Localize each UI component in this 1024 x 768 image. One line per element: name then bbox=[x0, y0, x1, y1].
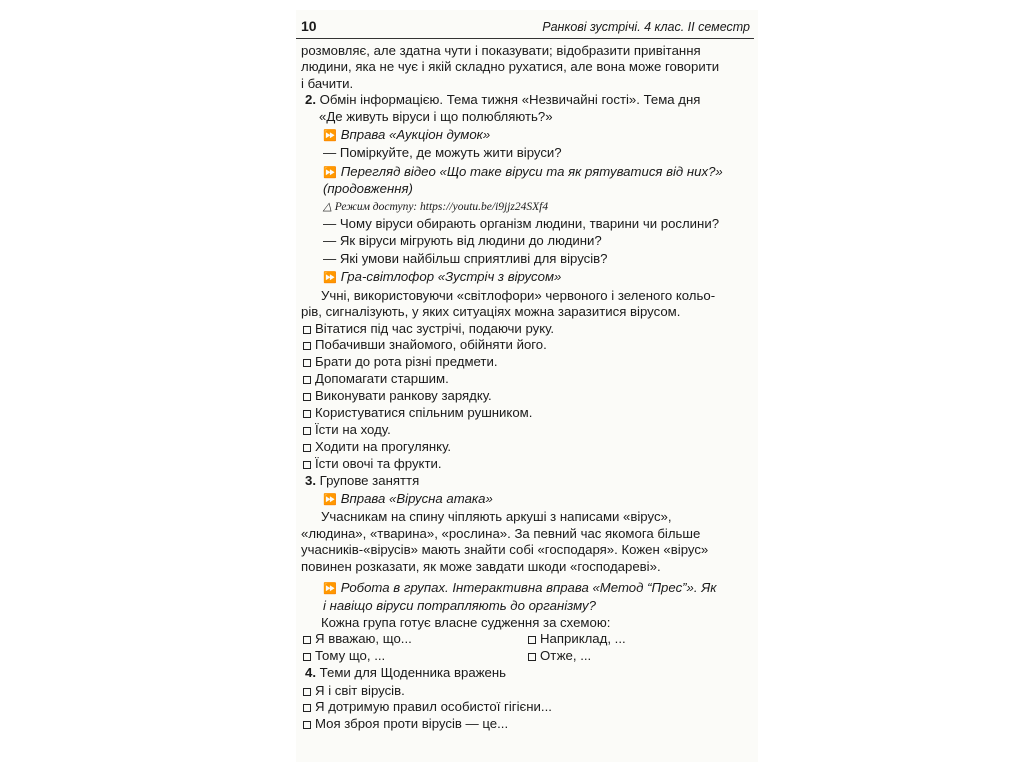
exercise-title: Вправа «Аукціон думок» bbox=[340, 127, 491, 143]
double-arrow-icon: ⏩ bbox=[323, 494, 337, 507]
question-line: — Як віруси мігрують від людини до людини? bbox=[323, 233, 602, 249]
text-line: повинен розказати, як може завдати шкоди «господареві». bbox=[301, 558, 661, 574]
exercise-traffic-light bbox=[301, 269, 751, 286]
list-item: Я вважаю, що... bbox=[301, 631, 526, 647]
list-item: Брати до рота різні предмети. bbox=[301, 354, 751, 370]
list-item: Вітатися під час зустрічі, подаючи руку. bbox=[301, 321, 751, 337]
page-number: 10 bbox=[301, 18, 317, 34]
text-line: «людина», «тварина», «рослина». За певний час якомога більше bbox=[301, 525, 701, 541]
double-arrow-icon: ⏩ bbox=[323, 272, 337, 285]
text-line: і бачити. bbox=[301, 75, 354, 91]
list-item: Побачивши знайомого, обійняти його. bbox=[301, 337, 751, 353]
exercise-group-work bbox=[301, 580, 751, 614]
section-3-heading bbox=[301, 473, 751, 489]
diary-topics bbox=[301, 683, 751, 733]
double-arrow-icon: ⏩ bbox=[323, 166, 337, 179]
page-body bbox=[301, 43, 751, 733]
list-item: Допомагати старшим. bbox=[301, 371, 751, 387]
list-item: Їсти овочі та фрукти. bbox=[301, 456, 751, 472]
section-number: 4. bbox=[305, 665, 316, 681]
double-arrow-icon: ⏩ bbox=[323, 583, 337, 596]
scheme-left bbox=[301, 631, 526, 665]
running-title: Ранкові зустрічі. 4 клас. ІІ семестр bbox=[542, 20, 750, 34]
section-title: Теми для Щоденника вражень bbox=[319, 665, 507, 681]
text-line: рів, сигналізують, у яких ситуаціях можна заразитися вірусом. bbox=[301, 304, 681, 320]
section-2-heading bbox=[301, 92, 751, 125]
list-item: Я дотримую правил особистої гігієни... bbox=[301, 699, 751, 715]
text-line: людини, яка не чує і якій складно рухатися, але вона може говорити bbox=[301, 59, 720, 75]
scheme-right bbox=[526, 631, 751, 665]
exercise-auction bbox=[301, 127, 751, 144]
list-item: Отже, ... bbox=[526, 648, 751, 664]
section-4-heading bbox=[301, 665, 751, 681]
exercise-title-cont: і навіщо віруси потрапляють до організму? bbox=[323, 597, 596, 613]
exercise-title: Вправа «Вірусна атака» bbox=[340, 491, 493, 507]
text-line: учасників-«вірусів» мають знайти собі «господаря». Кожен «вірус» bbox=[301, 542, 709, 558]
attack-paragraph bbox=[301, 509, 751, 575]
section-number: 2. bbox=[305, 92, 316, 108]
list-item: Я і світ вірусів. bbox=[301, 683, 751, 699]
section-number: 3. bbox=[305, 472, 316, 488]
situation-list bbox=[301, 321, 751, 473]
page-header bbox=[296, 16, 754, 39]
scheme-columns bbox=[301, 631, 751, 665]
exercise-title: Перегляд відео «Що таке віруси та як рятуватися від них?» bbox=[340, 163, 723, 179]
text-line: Учні, використовуючи «світлофори» червоного і зеленого кольо- bbox=[321, 287, 716, 303]
text-line: Обмін інформацією. Тема тижня «Незвичайні гості». Тема дня bbox=[319, 92, 701, 108]
exercise-title: Гра-світлофор «Зустріч з вірусом» bbox=[340, 269, 562, 285]
book-page bbox=[296, 10, 758, 762]
scheme-intro: Кожна група готує власне судження за схемою: bbox=[321, 614, 611, 630]
list-item: Ходити на прогулянку. bbox=[301, 439, 751, 455]
list-item: Тому що, ... bbox=[301, 648, 526, 664]
list-item: Виконувати ранкову зарядку. bbox=[301, 388, 751, 404]
game-paragraph bbox=[301, 288, 751, 321]
question-line: — Поміркуйте, де можуть жити віруси? bbox=[323, 145, 562, 161]
list-item: Наприклад, ... bbox=[526, 631, 751, 647]
text-line: Учасникам на спину чіпляють аркуші з написами «вірус», bbox=[321, 509, 672, 525]
double-arrow-icon: ⏩ bbox=[323, 130, 337, 143]
list-item: Їсти на ходу. bbox=[301, 422, 751, 438]
list-item: Користуватися спільним рушником. bbox=[301, 405, 751, 421]
question-line: — Чому віруси обирають організм людини, тварини чи рослини? bbox=[323, 216, 720, 232]
exercise-video bbox=[301, 164, 751, 198]
intro-paragraph bbox=[301, 43, 751, 92]
question-line: — Які умови найбільш сприятливі для вірусів? bbox=[323, 250, 608, 266]
exercise-virus-attack bbox=[301, 491, 751, 508]
section-title: Групове заняття bbox=[319, 472, 420, 488]
exercise-title-cont: (продовження) bbox=[323, 181, 413, 197]
access-link[interactable]: △ Режим доступу: https://youtu.be/i9jjz24SXf4 bbox=[323, 200, 549, 213]
text-line: розмовляє, але здатна чути і показувати; відобразити привітання bbox=[301, 43, 701, 58]
list-item: Моя зброя проти вірусів — це... bbox=[301, 716, 751, 732]
text-line: «Де живуть віруси і що полюбляють?» bbox=[319, 108, 553, 124]
exercise-title: Робота в групах. Інтерактивна вправа «Метод “Прес”». Як bbox=[340, 580, 717, 596]
